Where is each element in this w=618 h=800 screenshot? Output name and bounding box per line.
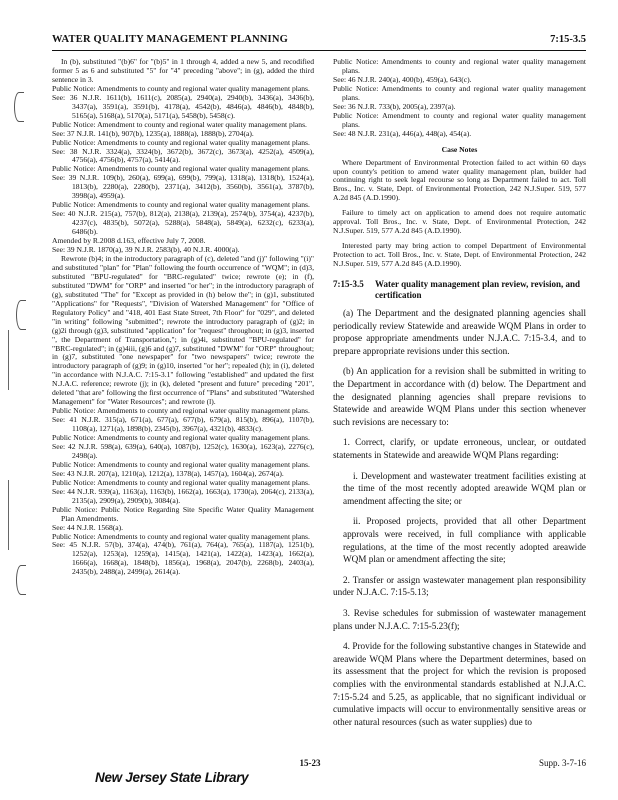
annotation-paragraph: See: 39 N.J.R. 109(b), 260(a), 699(a), 699(b), 799(a), 1318(a), 1318(b), 1524(a), 1813(b), 2280(a), 2280(b), 2371(a), 3412(b), 3560(b), 3561(a), 3787(b), 3998(a), 4959(a). bbox=[52, 173, 314, 201]
case-notes bbox=[333, 159, 586, 269]
annotation-paragraph: See: 39 N.J.R. 1870(a), 39 N.J.R. 2583(b), 40 N.J.R. 4000(a). bbox=[52, 245, 240, 255]
annotation-paragraph: See: 43 N.J.R. 207(a), 1210(a), 1212(a), 1378(a), 1457(a), 1604(a), 2674(a). bbox=[52, 468, 284, 478]
annotation-paragraph: Public Notice: Amendments to county and regional water quality management plans. bbox=[52, 531, 310, 541]
annotation-paragraph: See: 36 N.J.R. 733(b), 2005(a), 2397(a). bbox=[333, 101, 456, 111]
section-heading bbox=[333, 279, 586, 301]
running-header bbox=[52, 34, 586, 48]
annotation-paragraph: Public Notice: Amendments to county and regional water quality management plans. bbox=[52, 459, 310, 469]
annotation-paragraph: Public Notice: Amendments to county and regional water quality management plans. bbox=[52, 477, 310, 487]
annotation-paragraph: See: 38 N.J.R. 3324(a), 3324(b), 3672(b), 3672(c), 3673(a), 4252(a), 4509(a), 4756(a), 4756(b), 4757(a), 5414(a). bbox=[52, 146, 314, 165]
annotation-paragraph: Public Notice: Amendments to county and regional water quality management plans. bbox=[52, 83, 310, 93]
case-notes-heading: Case Notes bbox=[441, 144, 478, 154]
annotation-paragraph: Public Notice: Amendments to county and regional water quality management plans. bbox=[52, 137, 310, 147]
binding-hole-mark bbox=[16, 565, 26, 595]
annotation-paragraph: Public Notice: Amendment to county and regional water quality management plans. bbox=[52, 119, 307, 129]
section-title: Water quality management plan review, revision, and certification bbox=[375, 279, 581, 301]
section-number: 7:15-3.5 bbox=[333, 279, 364, 290]
header-rule bbox=[52, 50, 586, 51]
rule-paragraph: (a) The Department and the designated planning agencies shall periodically review Statewide and areawide WQM Plans in order to propose appropriate amendments under N.J.A.C. 7:15-3.4, and to prepare appropriate revisions under this section. bbox=[333, 308, 586, 356]
annotation-paragraph: Public Notice: Public Notice Regarding Site Specific Water Quality Management Plan Amendments. bbox=[52, 504, 314, 523]
rule-paragraph: 2. Transfer or assign wastewater management plan responsibility under N.J.A.C. 7:15-5.13; bbox=[333, 574, 586, 598]
section-body bbox=[333, 307, 586, 728]
margin-line bbox=[8, 480, 9, 550]
annotation-paragraph: See: 37 N.J.R. 141(b), 907(b), 1235(a), 1888(a), 1888(b), 2704(a). bbox=[52, 128, 254, 138]
annotation-paragraph: See: 40 N.J.R. 215(a), 757(b), 812(a), 2138(a), 2139(a), 2574(b), 3754(a), 4237(b), 4237(c), 4835(b), 5072(a), 5288(a), 5848(a), 5849(a), 6232(c), 6233(a), 6486(b). bbox=[52, 209, 314, 237]
binding-hole-mark bbox=[14, 92, 24, 122]
section-number-header: 7:15-3.5 bbox=[550, 34, 586, 45]
annotation-paragraph: See: 36 N.J.R. 1611(b), 1611(c), 2085(a), 2940(a), 2940(b), 3436(a), 3436(b), 3437(a), 3591(a), 3591(b), 4178(a), 4542(b), 4846(a), 4846(b), 4848(b), 5165(a), 5168(a), 5170(a), 5171(a), 5458(b), 5458(c). bbox=[52, 92, 314, 120]
rule-paragraph: 3. Revise schedules for submission of wastewater management plans under N.J.A.C. 7:15-5.23(f); bbox=[333, 607, 586, 631]
annotation-paragraph: See: 44 N.J.R. 1568(a). bbox=[52, 522, 124, 532]
annotation-paragraph: See: 48 N.J.R. 231(a), 446(a), 448(a), 454(a). bbox=[333, 128, 472, 138]
annotation-paragraph: Public Notice: Amendments to county and regional water quality management plans. bbox=[333, 58, 586, 75]
annotation-paragraph: Public Notice: Amendments to county and regional water quality management plans. bbox=[333, 83, 586, 102]
annotation-paragraph: Rewrote (b)4; in the introductory paragraph of (c), deleted "and (j)" following "(i)" and substituted "plan" for "Plan" following the fourth occurrence of "WQM"; in (d)3, substituted "BPU-regulated" for "BRC-regulated" twice; rewrote (e); in (f), substituted "DWM" for "ORP" and inserted "or her"; in the introductory paragraph of (g), substituted "The" for "Except as provided in (h) below the"; in (g)1, substituted "Applications" for "Requests", "Division of Watershed Management" for "Office of Regulatory Policy" and "418, 401 East State Street, 7th Floor" for "029", and deleted "in writing" following "submitted"; rewrote the introductory paragraph of (g)2; in (g)2i through (g)3, substituted "application" for "request" throughout; in (g)3, inserted ", the Department of Transportation,"; in (g)4i, substituted "BPU-regulated" for "BRC-regulated"; in (g)4iii, (g)6 and (g)7, substituted "DWM" for "ORP" throughout; in (g)7, substituted "one newspaper" for "two newspapers" twice; rewrote the introductory paragraph of (g)9; in (g)10, inserted "or her"; repealed (h); in (i), deleted "in accordance with N.J.A.C. 7:15-3.1" following "established" and updated the first N.J.A.C. reference; rewrote (j); in (k), deleted "present and future" preceding "201", deleted "that are" following the first occurrence of "Plans" and substituted "Watershed Management" for "Water Resources"; and rewrote (l). bbox=[52, 253, 314, 407]
margin-line bbox=[8, 330, 9, 390]
annotation-paragraph: Public Notice: Amendments to county and regional water quality management plans. bbox=[52, 164, 310, 174]
annotation-paragraph: Public Notice: Amendments to county and regional water quality management plans. bbox=[52, 200, 310, 210]
rule-paragraph: (b) An application for a revision shall be submitted in writing to the Department in accordance with (d) below. The Department and the designated planning agencies shall prepare revisions to Statewide and areawide WQM Plans under this section whenever such revisions are necessary to: bbox=[333, 366, 586, 427]
annotation-paragraph: In (b), substituted "(b)6" for "(b)5" in 1 through 4, added a new 5, and recodified former 5 as 6 and substituted "5" for "4" preceding "above"; in (g), added the third sentence in 3. bbox=[52, 58, 314, 84]
case-note: Interested party may bring action to compel Department of Environmental Protection to act. Toll Bros., Inc. v. State, Dept. of Environmental Protection, 242 N.J.Super. 519, 577 A.2d 845 (A.D.1990). bbox=[333, 241, 586, 269]
library-stamp: New Jersey State Library bbox=[95, 770, 249, 785]
annotation-paragraph: See: 42 N.J.R. 598(a), 639(a), 640(a), 1087(b), 1252(c), 1630(a), 1623(a), 2276(c), 2498(a). bbox=[52, 441, 314, 460]
binding-hole-mark bbox=[16, 300, 26, 330]
annotation-paragraph: Public Notice: Amendment to county and regional water quality management plans. bbox=[333, 110, 586, 129]
annotation-paragraph: Public Notice: Amendments to county and regional water quality management plans. bbox=[52, 433, 310, 443]
case-note: Failure to timely act on application to amend does not require automatic approval. Toll Bros., Inc. v. State, Dept. of Environmental Protection, 242 N.J.Super. 519, 577 A.2d 845 (A.D.1990). bbox=[333, 208, 586, 236]
annotation-paragraph: See: 46 N.J.R. 240(a), 400(b), 459(a), 643(c). bbox=[333, 74, 472, 84]
page-number: 15-23 bbox=[299, 758, 321, 768]
supplement-date: Supp. 3-7-16 bbox=[539, 758, 586, 768]
annotation-paragraph: See: 44 N.J.R. 939(a), 1163(a), 1163(b), 1662(a), 1663(a), 1730(a), 2064(c), 2133(a), 2135(a), 2909(a), 2909(b), 3084(a). bbox=[52, 486, 314, 505]
rule-paragraph: 4. Provide for the following substantive changes in Statewide and areawide WQM Plans where the Department determines, based on its assessment that the project for which the revision is proposed complies with the environmental standards established at N.J.A.C. 7:15-5.24 and 5.25, as applicable, that no significant individual or cumulative impacts will occur to environmentally sensitive areas or other natural resources (such as water supplies) due to bbox=[333, 641, 586, 727]
annotation-paragraph: Public Notice: Amendments to county and regional water quality management plans. bbox=[52, 406, 310, 416]
rule-paragraph: ii. Proposed projects, provided that all other Department approvals were received, in full compliance with applicable regulations, at the time of the most recently adopted areawide WQM plan or amendment affecting the site; bbox=[343, 516, 586, 565]
case-note: Where Department of Environmental Protection failed to act within 60 days upon county's petition to amend water quality management plan, builder had continuing right to seek legal recourse so long as Department failed to act. Toll Bros., Inc. v. State, Dept. of Environmental Protection, 242 N.J.Super. 519, 577 A.2d 845 (A.D.1990). bbox=[333, 157, 586, 203]
annotation-paragraph: See: 41 N.J.R. 315(a), 671(a), 677(a), 677(b), 679(a), 815(b), 896(a), 1107(b), 1108(a), 1271(a), 1898(b), 2345(b), 3967(a), 4321(b), 4833(c). bbox=[52, 415, 314, 434]
right-column bbox=[333, 58, 586, 748]
annotation-paragraph: See: 45 N.J.R. 57(b), 374(a), 474(b), 761(a), 764(a), 765(a), 1187(a), 1251(b), 1252(a), 1253(a), 1259(a), 1415(a), 1421(a), 1422(a), 1423(a), 1662(a), 1666(a), 1668(a), 1848(b), 1856(a), 1968(a), 2047(b), 2268(b), 2403(a), 2435(b), 2488(a), 2499(a), 2614(a). bbox=[52, 540, 314, 577]
annotation-paragraph: Amended by R.2008 d.163, effective July 7, 2008. bbox=[52, 236, 206, 246]
rule-paragraph: i. Development and wastewater treatment facilities existing at the time of the most recently adopted areawide WQM plan or amendment affecting the site; or bbox=[343, 470, 586, 506]
public-notices bbox=[333, 58, 586, 139]
left-column bbox=[52, 58, 314, 748]
rule-paragraph: 1. Correct, clarify, or update erroneous, unclear, or outdated statements in Statewide and areawide WQM Plans regarding: bbox=[333, 437, 586, 460]
chapter-title: WATER QUALITY MANAGEMENT PLANNING bbox=[52, 34, 288, 45]
